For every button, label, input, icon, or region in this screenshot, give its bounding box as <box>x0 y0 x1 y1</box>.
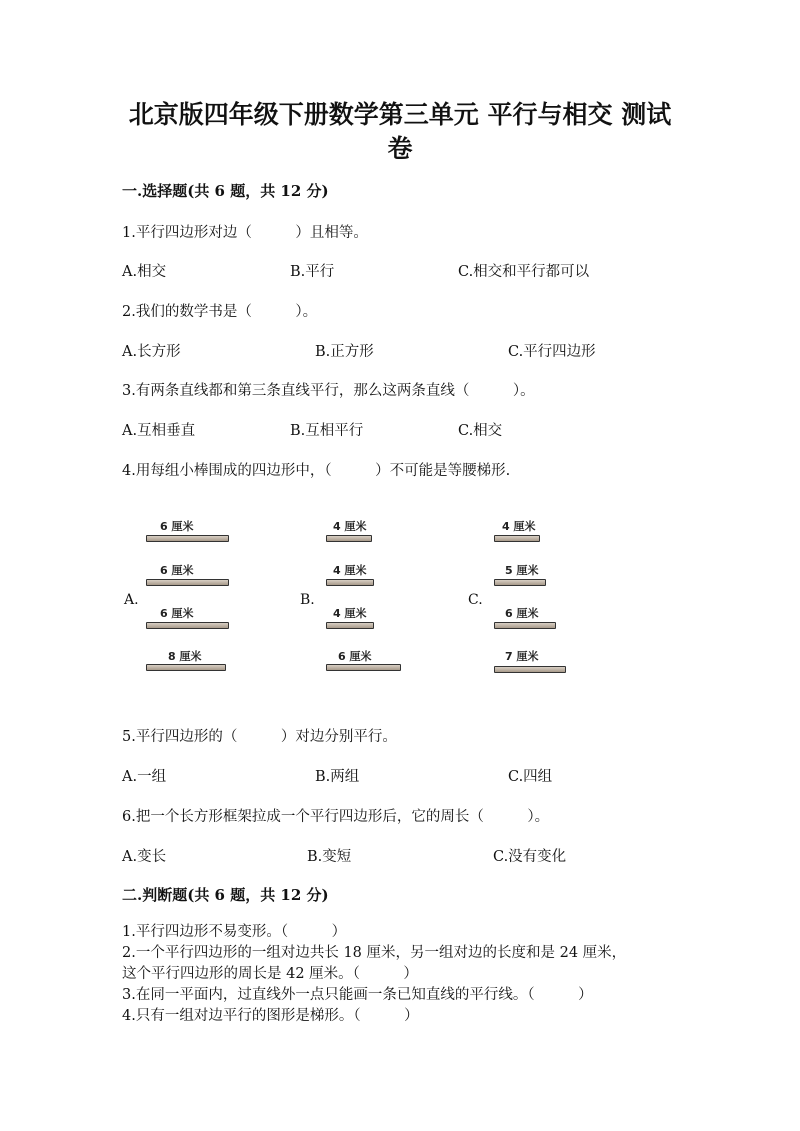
question-1-option-a: A.相交 <box>122 264 167 280</box>
stick <box>494 579 546 586</box>
question-2-stem: 2.我们的数学书是（ ）。 <box>122 304 318 320</box>
question-3-stem: 3.有两条直线都和第三条直线平行，那么这两条直线（ ）。 <box>122 383 535 399</box>
question-6-option-b: B.变短 <box>307 849 352 865</box>
question-5-option-a: A.一组 <box>122 769 167 785</box>
question-6-stem: 6.把一个长方形框架拉成一个平行四边形后，它的周长（ ）。 <box>122 809 550 825</box>
stick <box>326 579 374 586</box>
stick-label: 4 厘米 <box>333 520 367 533</box>
stick <box>326 664 401 671</box>
stick-label: 5 厘米 <box>505 564 539 577</box>
question-2-option-c: C.平行四边形 <box>508 344 596 360</box>
question-3-option-a: A.互相垂直 <box>122 423 196 439</box>
stick <box>146 579 229 586</box>
question-5-option-b: B.两组 <box>315 769 360 785</box>
stick <box>146 664 226 671</box>
section-2-heading: 二.判断题(共 6 题，共 12 分) <box>122 886 329 904</box>
stick-label: 4 厘米 <box>333 607 367 620</box>
section-1-heading: 一.选择题(共 6 题，共 12 分) <box>122 182 329 200</box>
page-title <box>100 98 700 166</box>
figure-label-a: A. <box>124 592 139 608</box>
question-6-option-c: C.没有变化 <box>493 849 567 865</box>
judge-line: 4.只有一组对边平行的图形是梯形。（ ） <box>122 1008 419 1024</box>
question-6-option-a: A.变长 <box>122 849 167 865</box>
stick-label: 8 厘米 <box>168 650 202 663</box>
stick-label: 6 厘米 <box>505 607 539 620</box>
question-3-option-c: C.相交 <box>458 423 503 439</box>
question-1-option-c: C.相交和平行都可以 <box>458 264 590 280</box>
title-line-2: 卷 <box>387 134 413 163</box>
question-4-stem: 4.用每组小棒围成的四边形中，（ ）不可能是等腰梯形. <box>122 463 511 479</box>
question-1-stem: 1.平行四边形对边（ ）且相等。 <box>122 225 368 241</box>
stick-label: 4 厘米 <box>502 520 536 533</box>
stick-label: 6 厘米 <box>338 650 372 663</box>
stick <box>494 666 566 673</box>
judge-line: 2.一个平行四边形的一组对边共长 18 厘米，另一组对边的长度和是 24 厘米， <box>122 945 627 961</box>
stick <box>146 535 229 542</box>
stick <box>326 535 372 542</box>
figure-label-b: B. <box>300 592 315 608</box>
question-5-stem: 5.平行四边形的（ ）对边分别平行。 <box>122 729 397 745</box>
question-1-option-b: B.平行 <box>290 264 335 280</box>
stick-label: 6 厘米 <box>160 520 194 533</box>
question-2-option-a: A.长方形 <box>122 344 181 360</box>
question-2-option-b: B.正方形 <box>315 344 374 360</box>
question-5-option-c: C.四组 <box>508 769 553 785</box>
title-line-1: 北京版四年级下册数学第三单元 平行与相交 测试 <box>128 100 672 129</box>
stick-label: 6 厘米 <box>160 564 194 577</box>
stick-label: 7 厘米 <box>505 650 539 663</box>
figure-label-c: C. <box>468 592 483 608</box>
judge-line: 这个平行四边形的周长是 42 厘米。（ ） <box>122 966 418 982</box>
judge-line: 1.平行四边形不易变形。（ ） <box>122 924 347 940</box>
stick-label: 4 厘米 <box>333 564 367 577</box>
question-3-option-b: B.互相平行 <box>290 423 364 439</box>
stick <box>494 622 556 629</box>
stick <box>326 622 374 629</box>
judge-line: 3.在同一平面内，过直线外一点只能画一条已知直线的平行线。（ ） <box>122 987 593 1003</box>
stick <box>494 535 540 542</box>
stick-label: 6 厘米 <box>160 607 194 620</box>
stick <box>146 622 229 629</box>
